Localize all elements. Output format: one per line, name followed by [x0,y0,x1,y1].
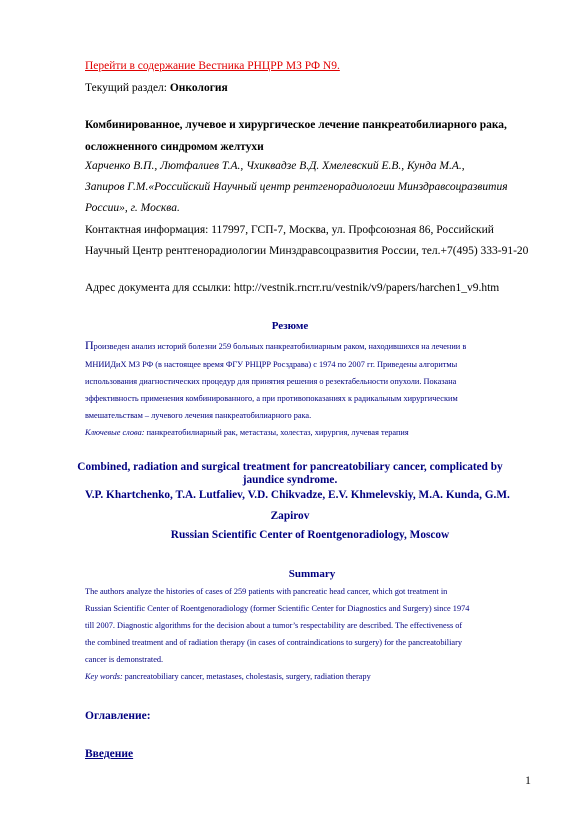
intro-link[interactable]: Введение [85,748,134,760]
keywords-en-label: Key words: [85,672,123,681]
resume-line-5: вмешательствам – лучевого лечения панкреатобилиарного рака. [85,411,312,420]
current-section [85,82,228,94]
affiliation-en: Russian Scientific Center of Roentgenoradiology, Moscow [170,529,450,541]
resume-line-2: МНИИДиХ МЗ РФ (в настоящее время ФГУ РНЦРР Росздрава) с 1974 по 2007 гг. Приведены алгоритмы [85,360,458,369]
summary-line-4: the combined treatment and of radiation therapy (in cases of contraindications to surgery) for the pancreatobiliary [85,638,462,647]
resume-dropcap: П [85,338,94,352]
keywords-en [85,672,371,681]
document-address: Адрес документа для ссылки: http://vestnik.rncrr.ru/vestnik/v9/papers/harchen1_v9.htm [85,282,500,294]
authors-ru-line-3: России», г. Москва. [85,202,180,214]
summary-heading: Summary [288,568,336,580]
authors-en-line-2: Zapirov [270,510,310,522]
summary-line-2: Russian Scientific Center of Roentgenoradiology (former Scientific Center for Diagnostics and Surgery) since 1974 [85,604,470,613]
title-ru-line-2: осложненного синдромом желтухи [85,141,264,153]
resume-line-1 [85,338,466,353]
resume-line-3: использования диагностических процедур для принятия решения о резектабельности опухоли. Показана [85,377,457,386]
authors-ru-line-2: Запиров Г.М.«Российский Научный центр рентгенорадиологии Минздравсоцразвития [85,181,508,193]
resume-text-1: роизведен анализ историй болезни 259 больных панкреатобилиарным раком, находившихся на лечении в [93,342,467,351]
summary-line-3: till 2007. Diagnostic algorithms for the decision about a tumor’s respectability are described. The effectiveness of [85,621,463,630]
toc-heading: Оглавление: [85,710,151,722]
keywords-ru [85,428,409,437]
summary-line-5: cancer is demonstrated. [85,655,164,664]
section-value: Онкология [169,82,228,94]
authors-ru-line-1: Харченко В.П., Лютфалиев Т.А., Чхиквадзе В.Д. Хмелевский Е.В., Кунда М.А., [85,160,465,172]
summary-line-1: The authors analyze the histories of cases of 259 patients with pancreatic head cancer, which got treatment in [85,587,448,596]
keywords-ru-text: панкреатобилиарный рак, метастазы, холестаз, хирургия, лучевая терапия [144,428,409,437]
authors-en-line-1: V.P. Khartchenko, T.A. Lutfaliev, V.D. Chikvadze, E.V. Khmelevskiy, M.A. Kunda, G.M. [85,489,510,501]
keywords-ru-label: Ключевые слова: [85,428,145,437]
resume-line-4: эффективность применения комбинированного, а при противопоказаниях к радикальным хирургическим [85,394,458,403]
section-label: Текущий раздел: [85,82,170,94]
title-en-line-1: Combined, radiation and surgical treatment for pancreatobiliary cancer, complicated by [77,461,503,473]
page-number: 1 [525,773,531,787]
resume-heading: Резюме [271,320,309,332]
contact-line-1: Контактная информация: 117997, ГСП-7, Москва, ул. Профсоюзная 86, Российский [85,224,494,236]
keywords-en-text: pancreatobiliary cancer, metastases, cholestasis, surgery, radiation therapy [122,672,371,681]
toc-link[interactable]: Перейти в содержание Вестника РНЦРР МЗ РФ N9. [85,60,340,72]
contact-line-2: Научный Центр рентгенорадиологии Минздравсоцразвития России, тел.+7(495) 333-91-20 [85,245,529,257]
title-en-line-2: jaundice syndrome. [242,474,338,486]
title-ru-line-1: Комбинированное, лучевое и хирургическое лечение панкреатобилиарного рака, [85,119,507,131]
